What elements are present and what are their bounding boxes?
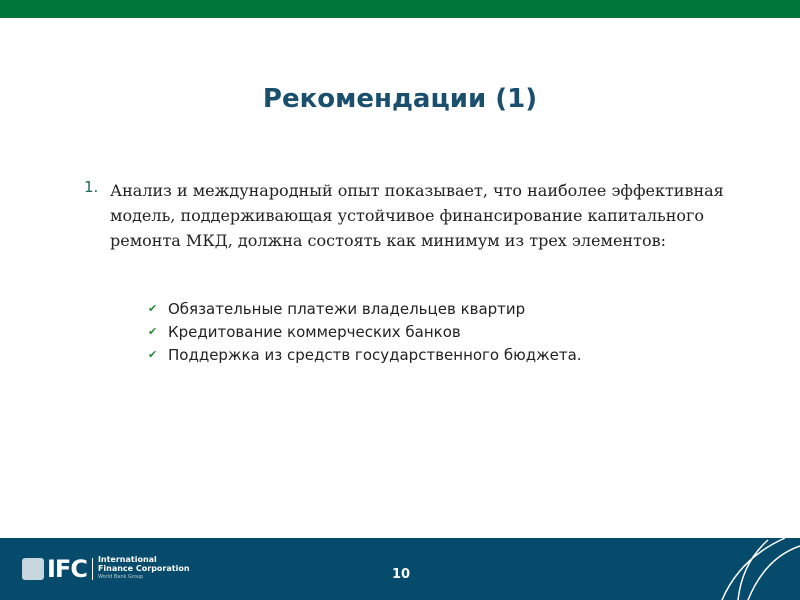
- check-item-text: Поддержка из средств государственного бюджета.: [168, 345, 582, 364]
- footer-bar: [0, 538, 800, 600]
- check-item-text: Кредитование коммерческих банков: [168, 322, 461, 341]
- list-item-text: Анализ и международный опыт показывает, что наиболее эффективная модель, поддерживающая устойчивое финансирование капитального ремонта МКД, должна состоять как минимум из трех элементов:: [110, 181, 724, 250]
- check-list: [148, 297, 582, 366]
- page-number: 10: [392, 567, 411, 582]
- check-list-item: [148, 297, 582, 320]
- check-item-text: Обязательные платежи владельцев квартир: [168, 299, 526, 318]
- globe-icon: [22, 558, 44, 580]
- logo-line1: International: [97, 555, 157, 564]
- slide-title: Рекомендации (1): [262, 84, 538, 114]
- top-accent-bar: [0, 0, 800, 18]
- logo-line2: Finance Corporation: [97, 564, 190, 573]
- logo-text: [98, 555, 190, 582]
- ifc-logo: [22, 555, 190, 582]
- check-icon: ✔: [148, 348, 158, 361]
- logo-line3: World Bank Group: [97, 574, 144, 580]
- swoosh-decoration-icon: [680, 538, 800, 600]
- check-icon: ✔: [148, 302, 158, 315]
- logo-mark: IFC: [47, 554, 87, 583]
- check-list-item: [148, 343, 582, 366]
- check-list-item: [148, 320, 582, 343]
- check-icon: ✔: [148, 325, 158, 338]
- logo-divider: [92, 558, 93, 580]
- list-number: 1.: [84, 178, 99, 196]
